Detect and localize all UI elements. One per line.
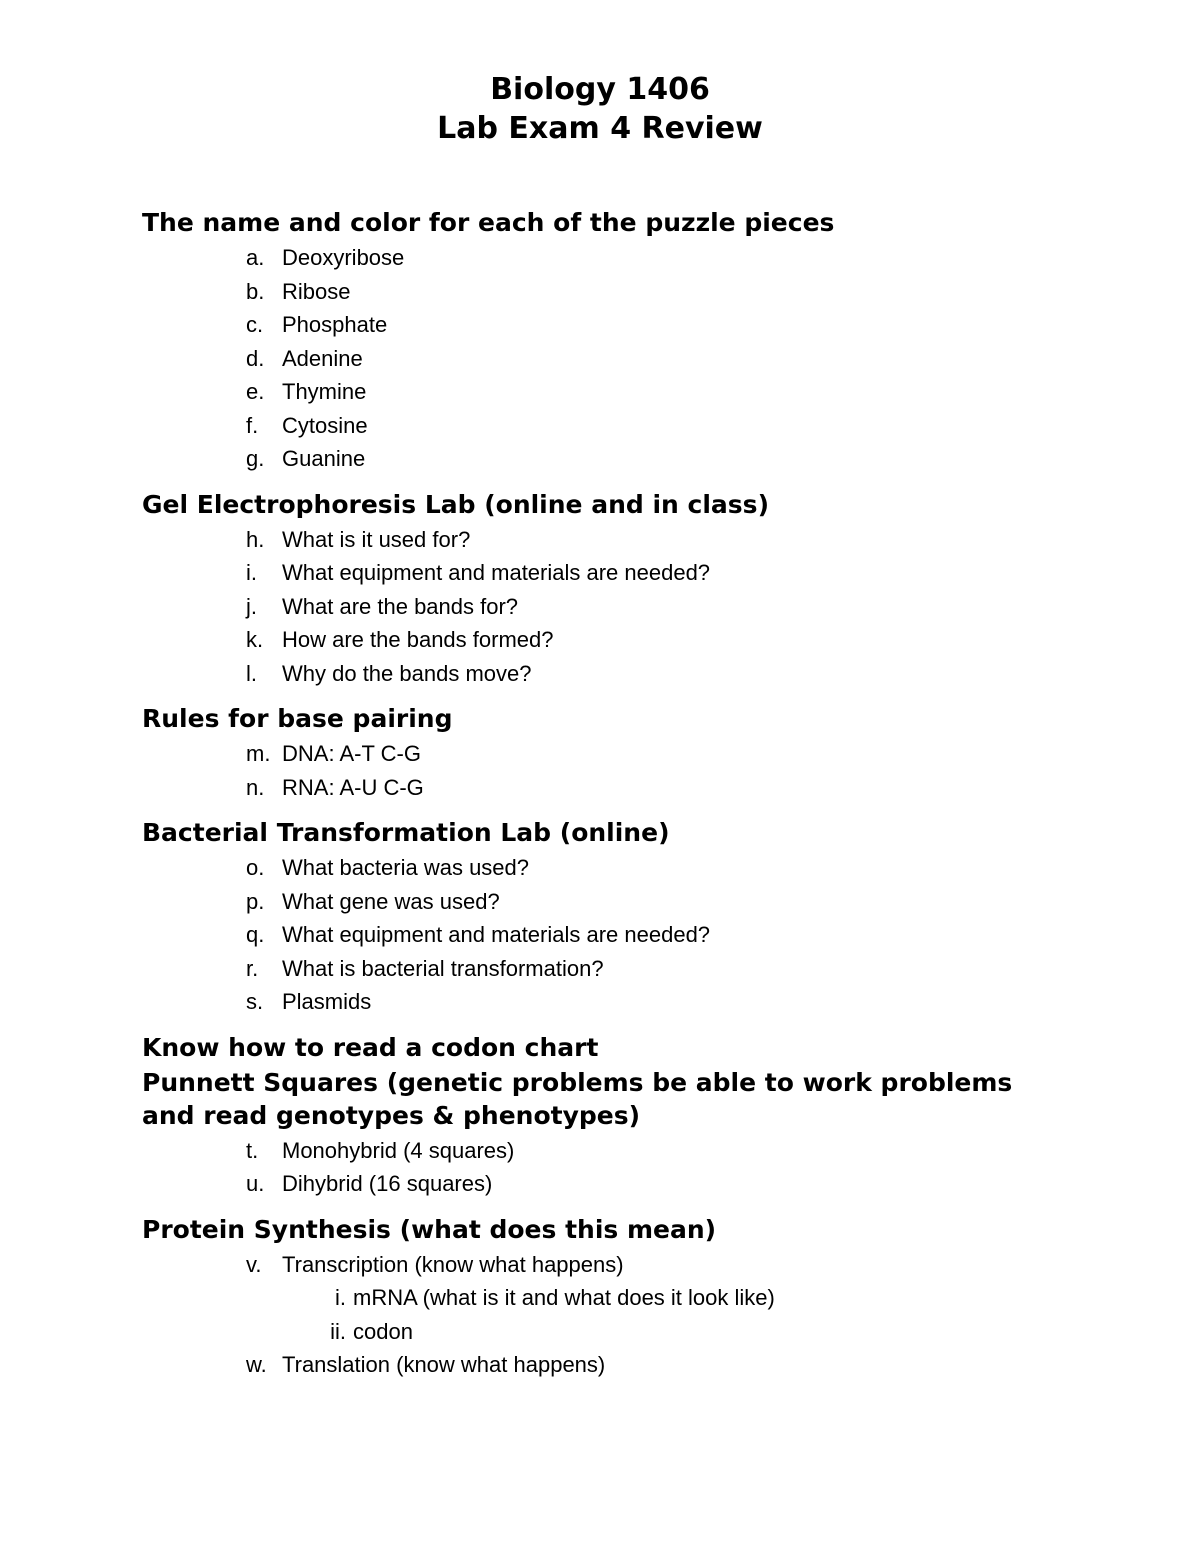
list-item [142, 442, 1142, 476]
list-item-text: codon [353, 1318, 413, 1344]
list-marker: t. [246, 1137, 259, 1163]
list-marker: j. [246, 593, 257, 619]
list-item-text: mRNA (what is it and what does it look like) [353, 1285, 775, 1310]
list-marker: m. [246, 741, 271, 766]
list-item [142, 623, 1142, 657]
list-marker: h. [246, 526, 265, 552]
item-list [142, 851, 1142, 1019]
list-marker: s. [246, 989, 264, 1014]
list-item-text: Why do the bands move? [282, 660, 532, 686]
list-item [142, 523, 1142, 557]
list-item-text: Guanine [282, 446, 366, 471]
list-item-text: Plasmids [282, 989, 372, 1014]
list-item [142, 308, 1142, 342]
list-item [142, 952, 1142, 986]
list-item [142, 275, 1142, 309]
list-marker: d. [246, 345, 265, 371]
list-item [142, 985, 1142, 1019]
list-item-text: What is bacterial transformation? [282, 955, 604, 981]
list-marker: n. [246, 774, 265, 800]
document-body [142, 206, 1142, 1382]
list-marker: o. [246, 855, 265, 880]
list-item [142, 1167, 1142, 1201]
list-item-text: What bacteria was used? [282, 855, 530, 880]
list-marker: v. [246, 1251, 262, 1277]
list-item [142, 241, 1142, 275]
section-heading: Know how to read a codon chart [142, 1032, 599, 1062]
list-item [142, 771, 1142, 805]
list-item [142, 342, 1142, 376]
section-codon-chart [142, 1031, 1142, 1064]
section-puzzle-pieces [142, 206, 1142, 476]
list-item [142, 1248, 1142, 1282]
item-list [142, 523, 1142, 691]
item-list [142, 1134, 1142, 1201]
section-heading: Bacterial Transformation Lab (online) [142, 818, 670, 847]
list-item-text: DNA: A-T C-G [282, 741, 421, 766]
list-item-text: What equipment and materials are needed? [282, 560, 711, 585]
list-marker: r. [246, 955, 259, 981]
list-item [142, 1134, 1142, 1168]
list-item [142, 885, 1142, 919]
list-item-text: Dihybrid (16 squares) [282, 1171, 493, 1196]
list-item-text: What are the bands for? [282, 593, 519, 619]
list-item [142, 657, 1142, 691]
list-item [142, 375, 1142, 409]
section-bacterial-transformation [142, 816, 1142, 1019]
list-item-text: RNA: A-U C-G [282, 774, 424, 800]
section-heading: The name and color for each of the puzzle pieces [142, 208, 835, 237]
list-item-text: How are the bands formed? [282, 627, 554, 652]
list-item-text: Ribose [282, 278, 351, 304]
section-heading: Protein Synthesis (what does this mean) [142, 1214, 717, 1244]
list-marker: i. [335, 1285, 346, 1310]
list-item-text: What gene was used? [282, 888, 500, 914]
section-heading: Rules for base pairing [142, 704, 453, 733]
list-marker: c. [246, 312, 264, 337]
section-protein-synthesis [142, 1213, 1142, 1382]
list-item [142, 1348, 1142, 1382]
list-marker: b. [246, 278, 265, 304]
list-item-text: Thymine [282, 379, 367, 404]
list-marker: f. [246, 412, 259, 438]
section-punnett-squares [142, 1066, 1142, 1201]
list-item-text: What is it used for? [282, 526, 471, 552]
list-marker: ii. [330, 1318, 346, 1344]
document-title-line2: Lab Exam 4 Review [437, 111, 763, 146]
section-heading-continued: and read genotypes & phenotypes) [142, 1100, 641, 1130]
list-item [142, 590, 1142, 624]
list-item-text: Phosphate [282, 312, 388, 337]
list-marker: a. [246, 245, 265, 270]
item-list [142, 1248, 1142, 1382]
section-gel-electrophoresis [142, 488, 1142, 691]
list-marker: i. [246, 560, 257, 585]
list-item-text: Translation (know what happens) [282, 1352, 606, 1377]
list-item [142, 556, 1142, 590]
list-item-text: Deoxyribose [282, 245, 405, 270]
sub-list-item [142, 1281, 1142, 1315]
item-list [142, 241, 1142, 476]
list-marker: e. [246, 379, 265, 404]
document-title-line1: Biology 1406 [490, 72, 710, 107]
list-marker: l. [246, 660, 257, 686]
list-item-text: Cytosine [282, 412, 368, 438]
list-marker: q. [246, 922, 265, 947]
list-item [142, 409, 1142, 443]
section-base-pairing [142, 702, 1142, 804]
list-item-text: Monohybrid (4 squares) [282, 1137, 515, 1163]
list-item [142, 851, 1142, 885]
list-item-text: Adenine [282, 345, 363, 371]
list-item-text: Transcription (know what happens) [282, 1251, 624, 1277]
sub-list-item [142, 1315, 1142, 1349]
section-heading: Punnett Squares (genetic problems be able to work problems [142, 1067, 1013, 1097]
list-marker: p. [246, 888, 265, 914]
list-marker: w. [246, 1352, 267, 1377]
list-item [142, 918, 1142, 952]
list-marker: u. [246, 1171, 265, 1196]
list-marker: k. [246, 627, 264, 652]
item-list [142, 737, 1142, 804]
list-item [142, 737, 1142, 771]
list-item-text: What equipment and materials are needed? [282, 922, 711, 947]
list-marker: g. [246, 446, 265, 471]
section-heading: Gel Electrophoresis Lab (online and in class) [142, 489, 769, 519]
